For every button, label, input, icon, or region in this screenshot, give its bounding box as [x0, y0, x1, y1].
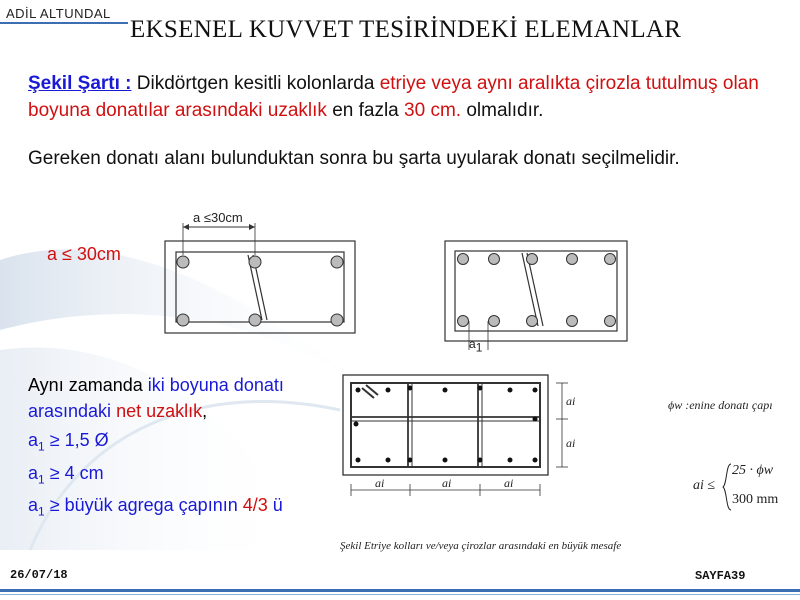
formula-brace [722, 462, 732, 512]
dimension-ai-bottom-3: ai [504, 476, 514, 490]
rule-item: $a_1 \ge 4$ cm [28, 462, 104, 487]
footer-date: 26/07/18 [10, 568, 68, 582]
dimension-ai-bottom-1: ai [375, 476, 385, 490]
rule-item: $a_1 \ge 1,5$ Ø [28, 430, 109, 454]
figure-2-spacing-label: $a_1$ [469, 337, 483, 355]
shape-condition-label: Şekil Şartı : [28, 73, 132, 94]
dimension-ai-right-1: ai [566, 394, 576, 408]
stirrup-diameter-note: ϕw :enine donatı çapı [668, 398, 773, 412]
footer-divider-thin [0, 594, 800, 595]
shape-condition-paragraph: Şekil Şartı : Dikdörtgen kesitli kolonlarda etriye veya aynı aralıkta çirozla tutulmuş olan boyuna donatılar arasındaki uzaklık en fazla 30 cm. olmalıdır. [28, 73, 759, 121]
author-name: ADİL ALTUNDAL [6, 6, 111, 21]
dimension-ai-bottom-2: ai [442, 476, 452, 490]
selection-paragraph: Gereken donatı alanı bulunduktan sonra bu şarta uyularak donatı seçilmelidir. [28, 148, 680, 169]
spacing-condition: a ≤ 30cm [47, 244, 121, 264]
figure-1-dimension-label: a ≤30cm [193, 210, 243, 225]
formula-top: 25 · ϕw [732, 463, 774, 478]
column-section-figure-2 [442, 238, 632, 353]
footer-page-number: SAYFA39 [695, 569, 746, 583]
page-title: EKSENEL KUVVET TESİRİNDEKİ ELEMANLAR [130, 16, 682, 43]
net-spacing-paragraph: Aynı zamanda iki boyuna donatı arasındaki net uzaklık, [28, 375, 284, 421]
column-section-figure-1 [160, 205, 360, 340]
figure-caption: Şekil Etriye kolları ve/veya çirozlar arasındaki en büyük mesafe [340, 540, 622, 552]
author-underline [0, 22, 128, 24]
rule-item: $a_1$ ≥ büyük agrega çapının 4/3 ü [28, 495, 283, 519]
formula-lhs: ai ≤ [693, 478, 716, 493]
footer-divider [0, 589, 800, 592]
formula-bottom: 300 mm [732, 492, 779, 507]
dimension-ai-right-2: ai [566, 436, 576, 450]
spacing-rules-list [28, 427, 328, 525]
